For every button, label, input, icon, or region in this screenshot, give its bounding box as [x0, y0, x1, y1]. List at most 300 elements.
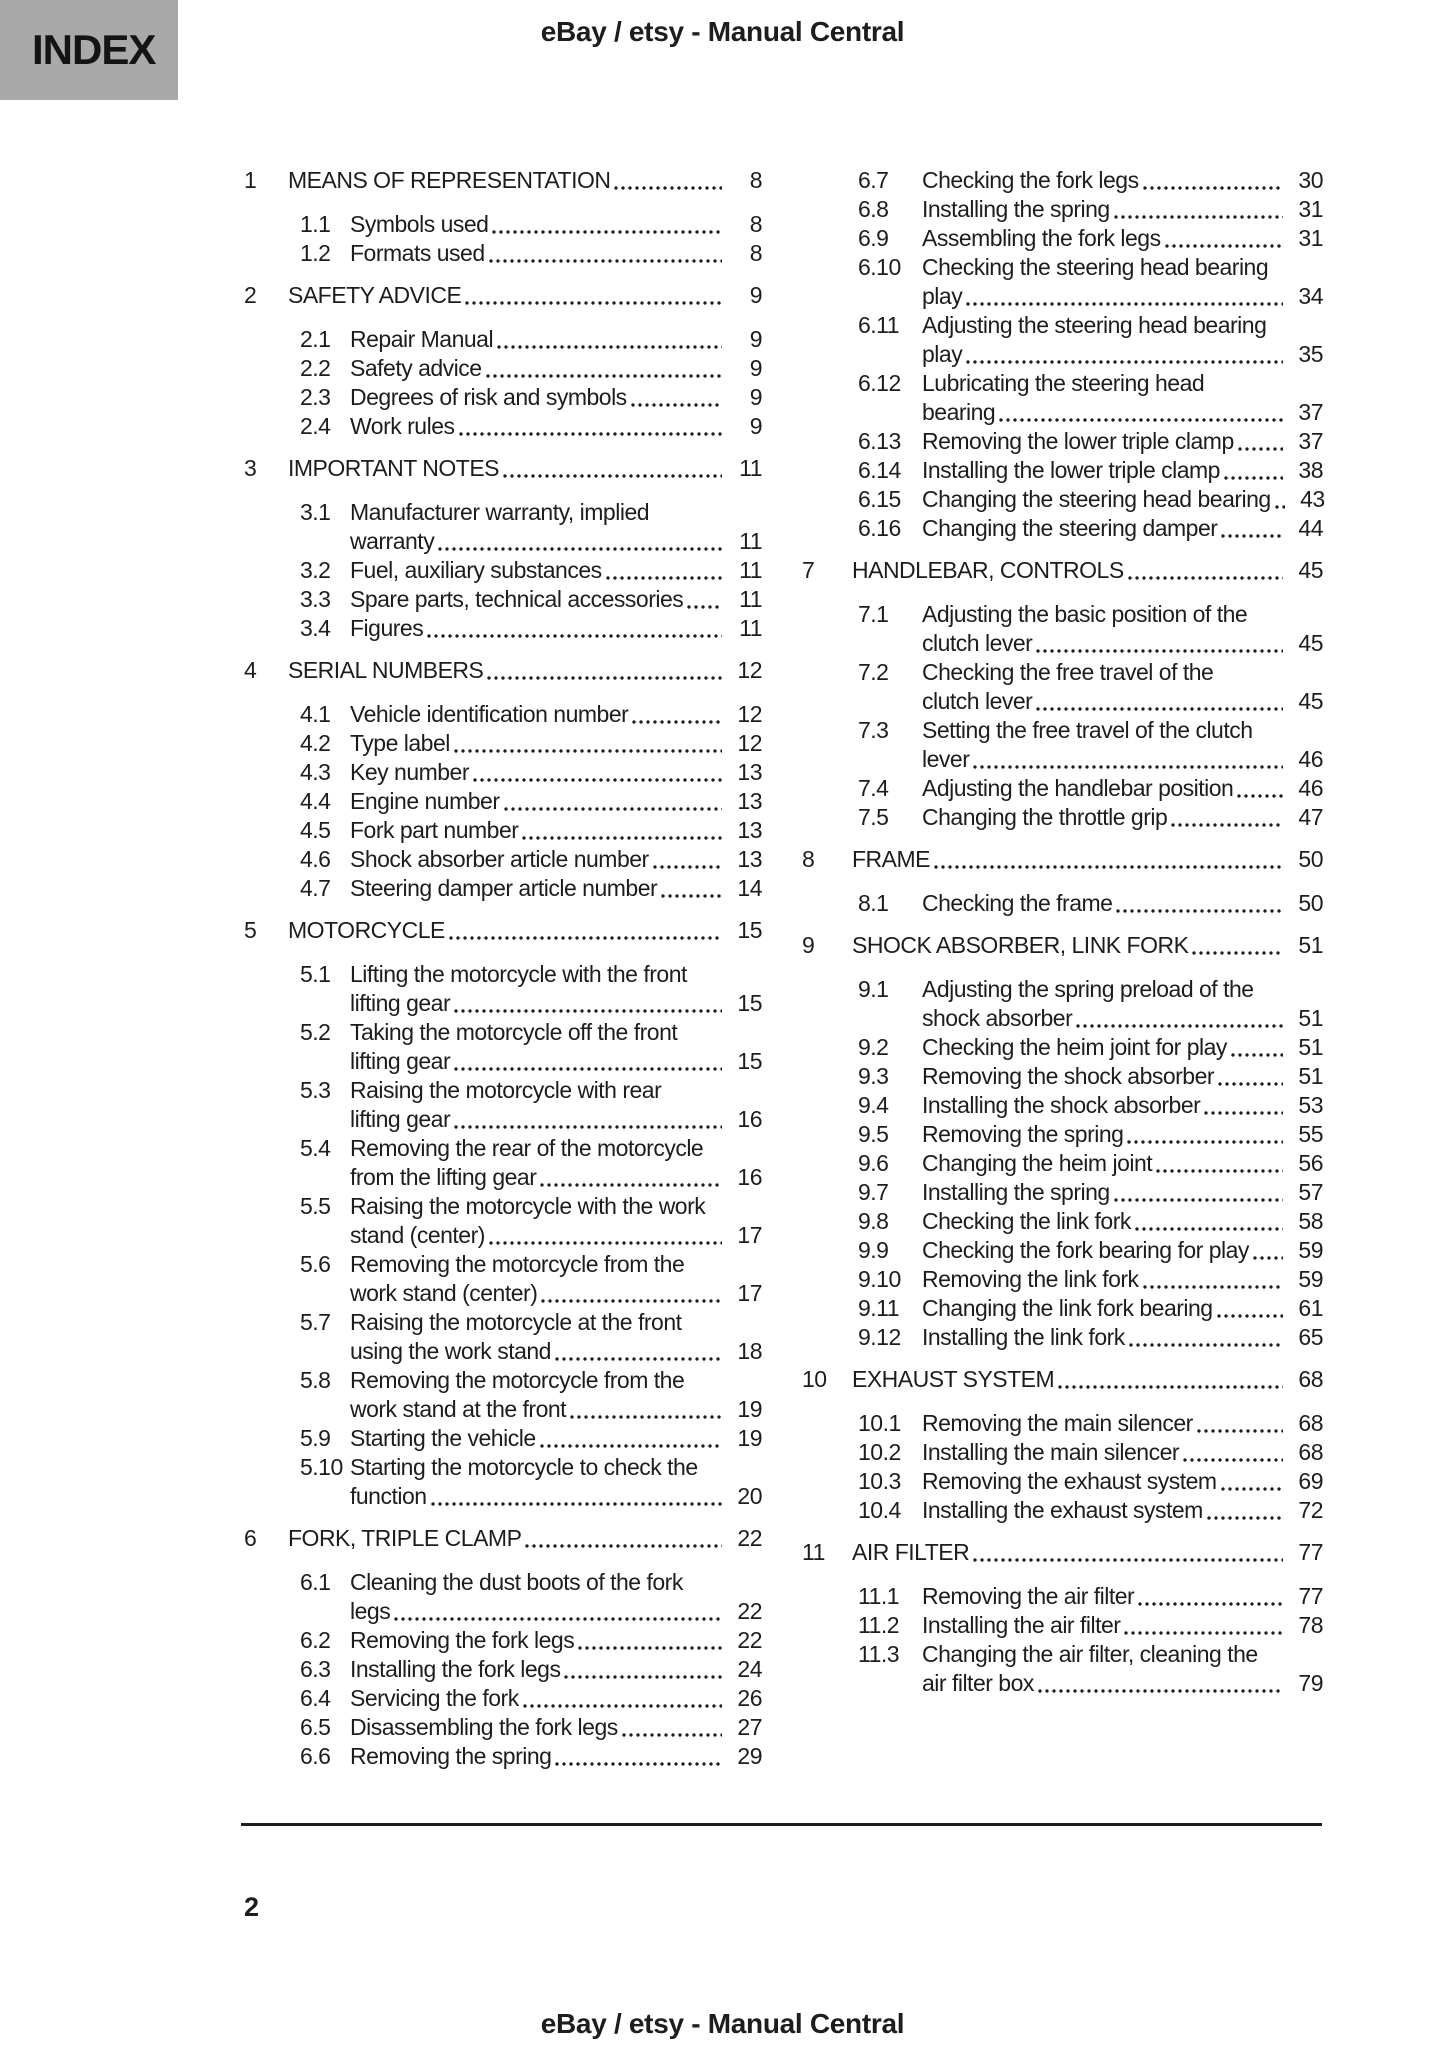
- toc-entry-line: [288, 656, 762, 685]
- toc-entry-6.8: [802, 195, 1323, 224]
- toc-entry-page: 15: [737, 917, 762, 943]
- toc-entry-line: [350, 1076, 762, 1105]
- toc-entry-number: 9.10: [858, 1266, 901, 1292]
- toc-entry-number: 8.1: [858, 890, 889, 916]
- toc-entry-10.1: [802, 1409, 1323, 1438]
- toc-entry-page: 15: [737, 990, 762, 1016]
- toc-entry-number: 11.1: [858, 1583, 900, 1609]
- toc-entry-page: 19: [737, 1425, 762, 1451]
- toc-entry-line: [288, 166, 762, 195]
- toc-entry-9.5: [802, 1120, 1323, 1149]
- toc-entry-body: [350, 874, 762, 903]
- toc-entry-number: 9.3: [858, 1063, 889, 1089]
- dot-leader: [1156, 1169, 1283, 1173]
- dot-leader: [1138, 1602, 1283, 1606]
- toc-entry-number: 2.4: [300, 413, 331, 439]
- toc-entry-title: Installing the exhaust system: [922, 1497, 1203, 1523]
- toc-entry-title: Formats used: [350, 240, 485, 266]
- dot-leader: [966, 302, 1283, 306]
- toc-entry-page: 18: [737, 1338, 762, 1364]
- toc-entry-number: 9.8: [858, 1208, 889, 1234]
- toc-entry-number: 6.14: [858, 457, 901, 483]
- toc-entry-line: [350, 1713, 762, 1742]
- toc-entry-line: [922, 253, 1323, 282]
- toc-entry-page: 37: [1298, 428, 1323, 454]
- toc-entry-title: Safety advice: [350, 355, 482, 381]
- dot-leader: [489, 259, 722, 263]
- toc-entry-7.2: [802, 658, 1323, 716]
- toc-entry-body: [922, 1207, 1323, 1236]
- toc-entry-body: [922, 975, 1323, 1033]
- toc-entry-title: SAFETY ADVICE: [288, 282, 462, 308]
- dot-leader: [1143, 186, 1283, 190]
- toc-entry-title: Installing the fork legs: [350, 1656, 561, 1682]
- toc-entry-4.2: [244, 729, 762, 758]
- toc-entry-line: [922, 224, 1323, 253]
- dot-leader: [431, 1502, 722, 1506]
- dot-leader: [1183, 1458, 1283, 1462]
- toc-entry-3.2: [244, 556, 762, 585]
- toc-entry-11: [802, 1538, 1323, 1567]
- toc-entry-title: AIR FILTER: [852, 1539, 970, 1565]
- toc-entry-page: 11: [739, 615, 762, 641]
- toc-entry-number: 5.10: [300, 1454, 343, 1480]
- toc-entry-9.3: [802, 1062, 1323, 1091]
- toc-entry-title: Lubricating the steering head: [922, 370, 1205, 396]
- toc-entry-line: [350, 1453, 762, 1482]
- toc-entry-number: 4: [244, 657, 257, 683]
- toc-entry-page: 77: [1298, 1539, 1323, 1565]
- toc-entry-line: [922, 1033, 1323, 1062]
- toc-entry-title: Raising the motorcycle with rear: [350, 1077, 662, 1103]
- dot-leader: [631, 403, 722, 407]
- toc-entry-title: Starting the vehicle: [350, 1425, 536, 1451]
- toc-entry-line: [922, 803, 1323, 832]
- toc-entry-line: [350, 960, 762, 989]
- toc-entry-title: air filter box: [922, 1670, 1034, 1696]
- toc-entry-title: legs: [350, 1598, 391, 1624]
- toc-entry-line: [350, 383, 762, 412]
- toc-entry-line: [350, 729, 762, 758]
- toc-entry-4.3: [244, 758, 762, 787]
- toc-entry-number: 11.2: [858, 1612, 900, 1638]
- dot-leader: [1128, 576, 1283, 580]
- toc-entry-body: [350, 556, 762, 585]
- toc-entry-9.9: [802, 1236, 1323, 1265]
- toc-entry-body: [852, 1538, 1323, 1567]
- toc-entry-number: 5.2: [300, 1019, 331, 1045]
- toc-entry-page: 65: [1298, 1324, 1323, 1350]
- toc-entry-title: Installing the spring: [922, 1179, 1110, 1205]
- toc-entry-page: 51: [1298, 1063, 1323, 1089]
- toc-entry-title: Changing the steering damper: [922, 515, 1218, 541]
- dot-leader: [540, 1183, 722, 1187]
- toc-entry-number: 6.9: [858, 225, 889, 251]
- dot-leader: [454, 1067, 722, 1071]
- dot-leader: [555, 1762, 722, 1766]
- toc-entry-9.12: [802, 1323, 1323, 1352]
- toc-entry-number: 6.8: [858, 196, 889, 222]
- toc-entry-line: [922, 1149, 1323, 1178]
- toc-entry-title: Checking the fork bearing for play: [922, 1237, 1249, 1263]
- toc-entry-body: [350, 816, 762, 845]
- toc-entry-page: 56: [1298, 1150, 1323, 1176]
- dot-leader: [427, 634, 722, 638]
- dot-leader: [570, 1415, 722, 1419]
- toc-entry-body: [350, 700, 762, 729]
- toc-entry-title: shock absorber: [922, 1005, 1073, 1031]
- toc-entry-title: Shock absorber article number: [350, 846, 649, 872]
- dot-leader: [525, 1544, 722, 1548]
- toc-entry-line: [350, 556, 762, 585]
- toc-entry-title: FORK, TRIPLE CLAMP: [288, 1525, 522, 1551]
- toc-entry-line: [922, 282, 1323, 311]
- toc-entry-2.1: [244, 325, 762, 354]
- toc-entry-2.2: [244, 354, 762, 383]
- toc-entry-title: Checking the fork legs: [922, 167, 1139, 193]
- dot-leader: [522, 836, 722, 840]
- toc-entry-line: [350, 874, 762, 903]
- toc-entry-number: 5.4: [300, 1135, 331, 1161]
- toc-entry-title: Spare parts, technical accessories: [350, 586, 684, 612]
- toc-entry-5.10: [244, 1453, 762, 1511]
- dot-leader: [487, 676, 722, 680]
- dot-leader: [1114, 215, 1283, 219]
- toc-column-left: [244, 166, 762, 1771]
- toc-entry-body: [852, 845, 1323, 874]
- toc-entry-9.7: [802, 1178, 1323, 1207]
- toc-entry-line: [350, 1655, 762, 1684]
- toc-entry-10.4: [802, 1496, 1323, 1525]
- toc-entry-number: 5.8: [300, 1367, 331, 1393]
- toc-entry-body: [350, 787, 762, 816]
- toc-entry-9.1: [802, 975, 1323, 1033]
- toc-entry-4.6: [244, 845, 762, 874]
- toc-entry-line: [922, 774, 1323, 803]
- toc-entry-title: Raising the motorcycle with the work: [350, 1193, 706, 1219]
- index-tab-label: INDEX: [32, 26, 156, 73]
- toc-entry-number: 8: [802, 846, 815, 872]
- dot-leader: [1204, 1111, 1283, 1115]
- toc-entry-title: Removing the motorcycle from the: [350, 1367, 685, 1393]
- toc-entry-title: work stand at the front: [350, 1396, 567, 1422]
- dot-leader: [1231, 1053, 1283, 1057]
- toc-entry-line: [852, 931, 1323, 960]
- toc-entry-body: [350, 354, 762, 383]
- toc-entry-page: 68: [1298, 1410, 1323, 1436]
- toc-entry-title: stand (center): [350, 1222, 485, 1248]
- toc-entry-2.4: [244, 412, 762, 441]
- toc-entry-body: [350, 1366, 762, 1424]
- toc-entry-page: 31: [1298, 196, 1323, 222]
- toc-entry-body: [350, 1655, 762, 1684]
- toc-entry-page: 13: [737, 788, 762, 814]
- dot-leader: [523, 1704, 722, 1708]
- toc-entry-number: 5: [244, 917, 257, 943]
- toc-entry-title: Adjusting the handlebar position: [922, 775, 1234, 801]
- toc-entry-line: [350, 1250, 762, 1279]
- dot-leader: [1127, 1140, 1283, 1144]
- toc-entry-3.4: [244, 614, 762, 643]
- toc-entry-11.3: [802, 1640, 1323, 1698]
- toc-entry-page: 13: [737, 846, 762, 872]
- toc-entry-page: 17: [737, 1222, 762, 1248]
- toc-entry-title: FRAME: [852, 846, 930, 872]
- dot-leader: [459, 432, 723, 436]
- toc-entry-number: 10: [802, 1366, 827, 1392]
- dot-leader: [999, 418, 1283, 422]
- toc-entry-page: 12: [737, 730, 762, 756]
- toc-entry-line: [922, 195, 1323, 224]
- toc-entry-body: [350, 210, 762, 239]
- toc-entry-number: 2.1: [300, 326, 331, 352]
- toc-entry-page: 9: [749, 326, 762, 352]
- toc-entry-number: 9.7: [858, 1179, 889, 1205]
- toc-entry-page: 12: [737, 701, 762, 727]
- toc-entry-number: 6.16: [858, 515, 901, 541]
- toc-entry-number: 11: [802, 1539, 825, 1565]
- footer-title: eBay / etsy - Manual Central: [540, 2008, 905, 2039]
- toc-entry-6.14: [802, 456, 1323, 485]
- toc-entry-page: 45: [1298, 630, 1323, 656]
- toc-entry-number: 7: [802, 557, 815, 583]
- toc-entry-10.2: [802, 1438, 1323, 1467]
- toc-entry-line: [350, 1134, 762, 1163]
- toc-entry-body: [288, 166, 762, 195]
- toc-entry-page: 45: [1298, 557, 1323, 583]
- toc-entry-page: 22: [737, 1525, 762, 1551]
- toc-entry-9.8: [802, 1207, 1323, 1236]
- toc-entry-8.1: [802, 889, 1323, 918]
- toc-entry-page: 8: [749, 240, 762, 266]
- toc-entry-title: Cleaning the dust boots of the fork: [350, 1569, 683, 1595]
- toc-entry-line: [350, 1337, 762, 1366]
- toc-entry-title: Checking the steering head bearing: [922, 254, 1269, 280]
- toc-entry-line: [922, 658, 1323, 687]
- toc-entry-body: [922, 427, 1323, 456]
- toc-entry-body: [350, 1742, 762, 1771]
- toc-entry-title: Steering damper article number: [350, 875, 658, 901]
- toc-entry-line: [350, 585, 762, 614]
- toc-entry-number: 1.2: [300, 240, 331, 266]
- toc-entry-number: 7.1: [858, 601, 889, 627]
- toc-entry-number: 3.2: [300, 557, 331, 583]
- toc-entry-title: Changing the link fork bearing: [922, 1295, 1213, 1321]
- toc-entry-line: [922, 398, 1323, 427]
- toc-entry-number: 6.10: [858, 254, 901, 280]
- toc-entry-line: [350, 1684, 762, 1713]
- toc-entry-line: [350, 700, 762, 729]
- toc-entry-title: from the lifting gear: [350, 1164, 537, 1190]
- dot-leader: [555, 1357, 722, 1361]
- toc-entry-body: [922, 1611, 1323, 1640]
- toc-entry-body: [922, 1409, 1323, 1438]
- toc-entry-body: [922, 514, 1323, 543]
- toc-entry-line: [350, 1366, 762, 1395]
- toc-entry-page: 19: [737, 1396, 762, 1422]
- toc-entry-number: 7.3: [858, 717, 889, 743]
- toc-entry-page: 44: [1298, 515, 1323, 541]
- toc-entry-9.2: [802, 1033, 1323, 1062]
- toc-entry-number: 9.2: [858, 1034, 889, 1060]
- toc-entry-page: 58: [1298, 1208, 1323, 1234]
- toc-entry-number: 1.1: [300, 211, 331, 237]
- toc-entry-body: [922, 1091, 1323, 1120]
- toc-entry-4: [244, 656, 762, 685]
- dot-leader: [1192, 951, 1283, 955]
- toc-entry-page: 79: [1298, 1670, 1323, 1696]
- toc-entry-3.1: [244, 498, 762, 556]
- toc-entry-title: Installing the shock absorber: [922, 1092, 1201, 1118]
- toc-entry-page: 68: [1298, 1366, 1323, 1392]
- toc-entry-line: [922, 745, 1323, 774]
- toc-entry-5: [244, 916, 762, 945]
- toc-entry-5.4: [244, 1134, 762, 1192]
- toc-entry-page: 43: [1300, 486, 1325, 512]
- toc-entry-title: warranty: [350, 528, 435, 554]
- toc-entry-page: 51: [1298, 932, 1323, 958]
- toc-entry-body: [922, 311, 1323, 369]
- toc-entry-line: [922, 687, 1323, 716]
- toc-entry-4.4: [244, 787, 762, 816]
- dot-leader: [1237, 794, 1283, 798]
- toc-entry-5.1: [244, 960, 762, 1018]
- toc-entry-body: [852, 1365, 1323, 1394]
- toc-entry-line: [350, 1105, 762, 1134]
- toc-entry-title: Checking the heim joint for play: [922, 1034, 1227, 1060]
- dot-leader: [473, 778, 722, 782]
- toc-entry-page: 47: [1298, 804, 1323, 830]
- toc-entry-line: [350, 498, 762, 527]
- toc-entry-title: Disassembling the fork legs: [350, 1714, 618, 1740]
- toc-entry-title: Installing the spring: [922, 196, 1110, 222]
- footer-divider: [241, 1823, 1322, 1826]
- toc-entry-title: Adjusting the steering head bearing: [922, 312, 1267, 338]
- toc-entry-line: [350, 1482, 762, 1511]
- toc-entry-number: 5.5: [300, 1193, 331, 1219]
- toc-entry-page: 35: [1298, 341, 1323, 367]
- toc-entry-8: [802, 845, 1323, 874]
- dot-leader: [1135, 1227, 1283, 1231]
- toc-entry-number: 6.6: [300, 1743, 331, 1769]
- toc-entry-body: [922, 1323, 1323, 1352]
- toc-entry-title: Fork part number: [350, 817, 519, 843]
- toc-entry-6.1: [244, 1568, 762, 1626]
- toc-entry-line: [852, 1538, 1323, 1567]
- toc-entry-page: 8: [749, 211, 762, 237]
- dot-leader: [1036, 649, 1283, 653]
- toc-entry-page: 72: [1298, 1497, 1323, 1523]
- toc-entry-line: [350, 1308, 762, 1337]
- toc-entry-title: lifting gear: [350, 1048, 451, 1074]
- dot-leader: [489, 1241, 722, 1245]
- dot-leader: [465, 301, 722, 305]
- toc-entry-number: 4.4: [300, 788, 331, 814]
- toc-entry-body: [350, 1568, 762, 1626]
- toc-entry-title: Checking the link fork: [922, 1208, 1131, 1234]
- toc-entry-body: [922, 195, 1323, 224]
- dot-leader: [438, 547, 722, 551]
- toc-entry-4.7: [244, 874, 762, 903]
- toc-entry-5.7: [244, 1308, 762, 1366]
- toc-entry-body: [350, 1192, 762, 1250]
- toc-entry-body: [350, 758, 762, 787]
- toc-entry-line: [350, 1626, 762, 1655]
- toc-entry-6.9: [802, 224, 1323, 253]
- toc-entry-number: 4.3: [300, 759, 331, 785]
- toc-entry-line: [288, 454, 762, 483]
- toc-entry-body: [350, 1626, 762, 1655]
- toc-entry-page: 29: [737, 1743, 762, 1769]
- toc-entry-title: function: [350, 1483, 427, 1509]
- toc-entry-body: [350, 1076, 762, 1134]
- toc-entry-number: 6: [244, 1525, 257, 1551]
- toc-entry-line: [922, 1669, 1323, 1698]
- toc-entry-title: Removing the exhaust system: [922, 1468, 1217, 1494]
- dot-leader: [1165, 244, 1283, 248]
- toc-entry-body: [350, 729, 762, 758]
- dot-leader: [1221, 1487, 1283, 1491]
- toc-entry-body: [922, 166, 1323, 195]
- toc-entry-number: 9.11: [858, 1295, 900, 1321]
- toc-entry-line: [922, 975, 1323, 1004]
- toc-entry-body: [922, 1178, 1323, 1207]
- toc-entry-body: [350, 585, 762, 614]
- toc-entry-5.8: [244, 1366, 762, 1424]
- index-tab: [0, 0, 178, 100]
- toc-entry-number: 2.3: [300, 384, 331, 410]
- toc-entry-page: 46: [1298, 775, 1323, 801]
- toc-entry-title: bearing: [922, 399, 996, 425]
- dot-leader: [1116, 909, 1283, 913]
- toc-entry-title: Key number: [350, 759, 470, 785]
- toc-entry-number: 7.2: [858, 659, 889, 685]
- toc-entry-11.1: [802, 1582, 1323, 1611]
- toc-entry-page: 31: [1298, 225, 1323, 251]
- toc-entry-line: [922, 1611, 1323, 1640]
- toc-entry-body: [350, 1018, 762, 1076]
- toc-column-right: [802, 166, 1323, 1771]
- toc-entry-number: 3.4: [300, 615, 331, 641]
- toc-entry-page: 9: [749, 384, 762, 410]
- toc-entry-number: 9.1: [858, 976, 889, 1002]
- toc-entry-line: [350, 614, 762, 643]
- toc-entry-line: [350, 758, 762, 787]
- toc-entry-body: [350, 1453, 762, 1511]
- toc-entry-page: 11: [739, 586, 762, 612]
- toc-entry-line: [922, 340, 1323, 369]
- dot-leader: [1114, 1198, 1283, 1202]
- dot-leader: [486, 374, 722, 378]
- toc-entry-title: Removing the rear of the motorcycle: [350, 1135, 704, 1161]
- dot-leader: [492, 230, 722, 234]
- toc-entry-line: [922, 514, 1323, 543]
- toc-entry-body: [288, 656, 762, 685]
- toc-entry-page: 11: [739, 455, 762, 481]
- toc-entry-body: [350, 614, 762, 643]
- toc-entry-number: 4.2: [300, 730, 331, 756]
- toc-entry-body: [350, 498, 762, 556]
- toc-entry-body: [350, 1134, 762, 1192]
- toc-entry-title: Removing the main silencer: [922, 1410, 1193, 1436]
- dot-leader: [653, 865, 722, 869]
- dot-leader: [1207, 1516, 1283, 1520]
- dot-leader: [1224, 476, 1283, 480]
- dot-leader: [614, 186, 722, 190]
- dot-leader: [1171, 823, 1283, 827]
- toc-entry-title: work stand (center): [350, 1280, 538, 1306]
- toc-entry-number: 9.9: [858, 1237, 889, 1263]
